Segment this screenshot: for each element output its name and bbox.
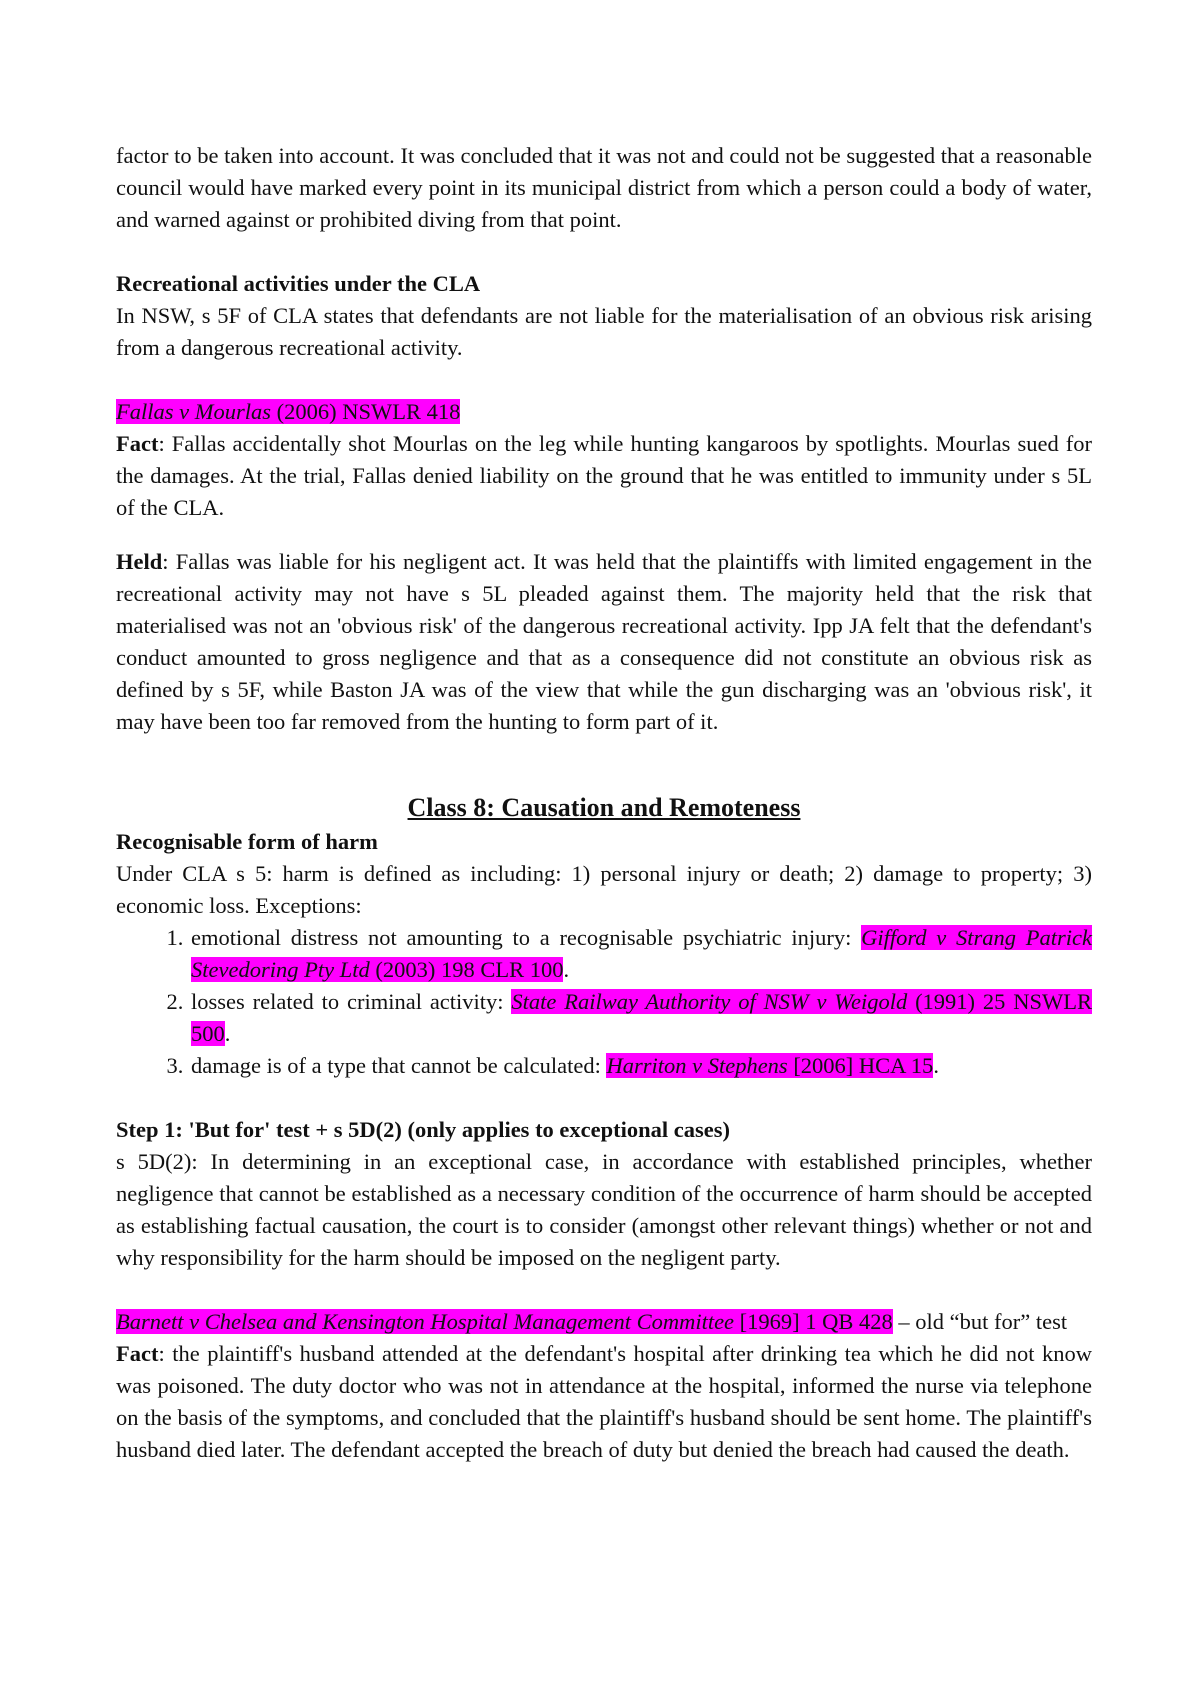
recreational-paragraph: In NSW, s 5F of CLA states that defendants are not liable for the materialisation of an obvious risk arising from a dangerous recreational activity. (116, 303, 1092, 360)
recreational-heading: Recreational activities under the CLA (116, 271, 481, 296)
fallas-held-label: Held (116, 549, 163, 574)
harm-paragraph: Under CLA s 5: harm is defined as including: 1) personal injury or death; 2) damage to property; 3) economic loss. Exceptions: (116, 861, 1092, 918)
list-item: 2. losses related to criminal activity: State Railway Authority of NSW v Weigold (1991) 25 NSWLR 500. (189, 986, 1092, 1050)
barnett-citation: [1969] 1 QB 428 (734, 1309, 893, 1334)
list-item: 3. damage is of a type that cannot be calculated: Harriton v Stephens [2006] HCA 15. (189, 1050, 1092, 1082)
list-item: 1. emotional distress not amounting to a recognisable psychiatric injury: Gifford v Strang Patrick Stevedoring Pty Ltd (2003) 198 CLR 100. (189, 922, 1092, 986)
barnett-fact-paragraph (116, 1338, 1092, 1466)
case-highlight: Harriton v Stephens [2006] HCA 15 (606, 1053, 934, 1078)
fallas-case-name: Fallas v Mourlas (116, 399, 271, 424)
barnett-fact-text: : the plaintiff's husband attended at the defendant's hospital after drinking tea which he did not know was poisoned. The duty doctor who was not in attendance at the hospital, informed the nurse via telephone on the basis of the symptoms, and concluded that the plaintiff's husband should be sent home. The plaintiff's husband died later. The defendant accepted the breach of duty but denied the breach had caused the death. (116, 1341, 1092, 1462)
intro-paragraph: factor to be taken into account. It was concluded that it was not and could not be suggested that a reasonable council would have marked every point in its municipal district from which a person could a body of water, and warned against or prohibited diving from that point. (116, 143, 1092, 232)
class-title: Class 8: Causation and Remoteness (407, 793, 801, 822)
barnett-suffix: – old “but for” test (892, 1309, 1068, 1334)
step1-heading: Step 1: 'But for' test + s 5D(2) (only applies to exceptional cases) (116, 1117, 731, 1142)
step1-paragraph: s 5D(2): In determining in an exceptional case, in accordance with established principles, whether negligence that cannot be established as a necessary condition of the occurrence of harm should be accepted as establishing factual causation, the court is to consider (amongst other relevant things) whether or not and why responsibility for the harm should be imposed on the negligent party. (116, 1149, 1092, 1270)
fallas-fact-label: Fact (116, 431, 159, 456)
fallas-citation: (2006) NSWLR 418 (271, 399, 461, 424)
fallas-highlight (116, 399, 460, 424)
fallas-held-paragraph (116, 546, 1092, 738)
fallas-fact-paragraph (116, 428, 1092, 524)
fallas-held-text: : Fallas was liable for his negligent act. It was held that the plaintiffs with limited engagement in the recreational activity may not have s 5L pleaded against them. The majority held that the risk that materialised was not an 'obvious risk' of the dangerous recreational activity. Ipp JA felt that the defendant's conduct amounted to gross negligence and that as a consequence did not constitute an obvious risk as defined by s 5F, while Baston JA was of the view that while the gun discharging was an 'obvious risk', it may have been too far removed from the hunting to form part of it. (116, 549, 1092, 734)
exceptions-list (116, 922, 1092, 1082)
barnett-highlight (116, 1309, 893, 1334)
harm-heading: Recognisable form of harm (116, 829, 378, 854)
fallas-fact-text: : Fallas accidentally shot Mourlas on the leg while hunting kangaroos by spotlights. Mourlas sued for the damages. At the trial, Fallas denied liability on the ground that he was entitled to immunity under s 5L of the CLA. (116, 431, 1092, 520)
barnett-fact-label: Fact (116, 1341, 159, 1366)
document-page (116, 140, 1092, 1466)
case-highlight: Gifford v Strang Patrick Stevedoring Pty Ltd (2003) 198 CLR 100 (191, 925, 1092, 982)
fallas-case-title (116, 396, 1092, 428)
barnett-case-name: Barnett v Chelsea and Kensington Hospital Management Committee (116, 1309, 735, 1334)
barnett-case-title (116, 1306, 1092, 1338)
case-highlight: State Railway Authority of NSW v Weigold (1991) 25 NSWLR 500 (191, 989, 1092, 1046)
